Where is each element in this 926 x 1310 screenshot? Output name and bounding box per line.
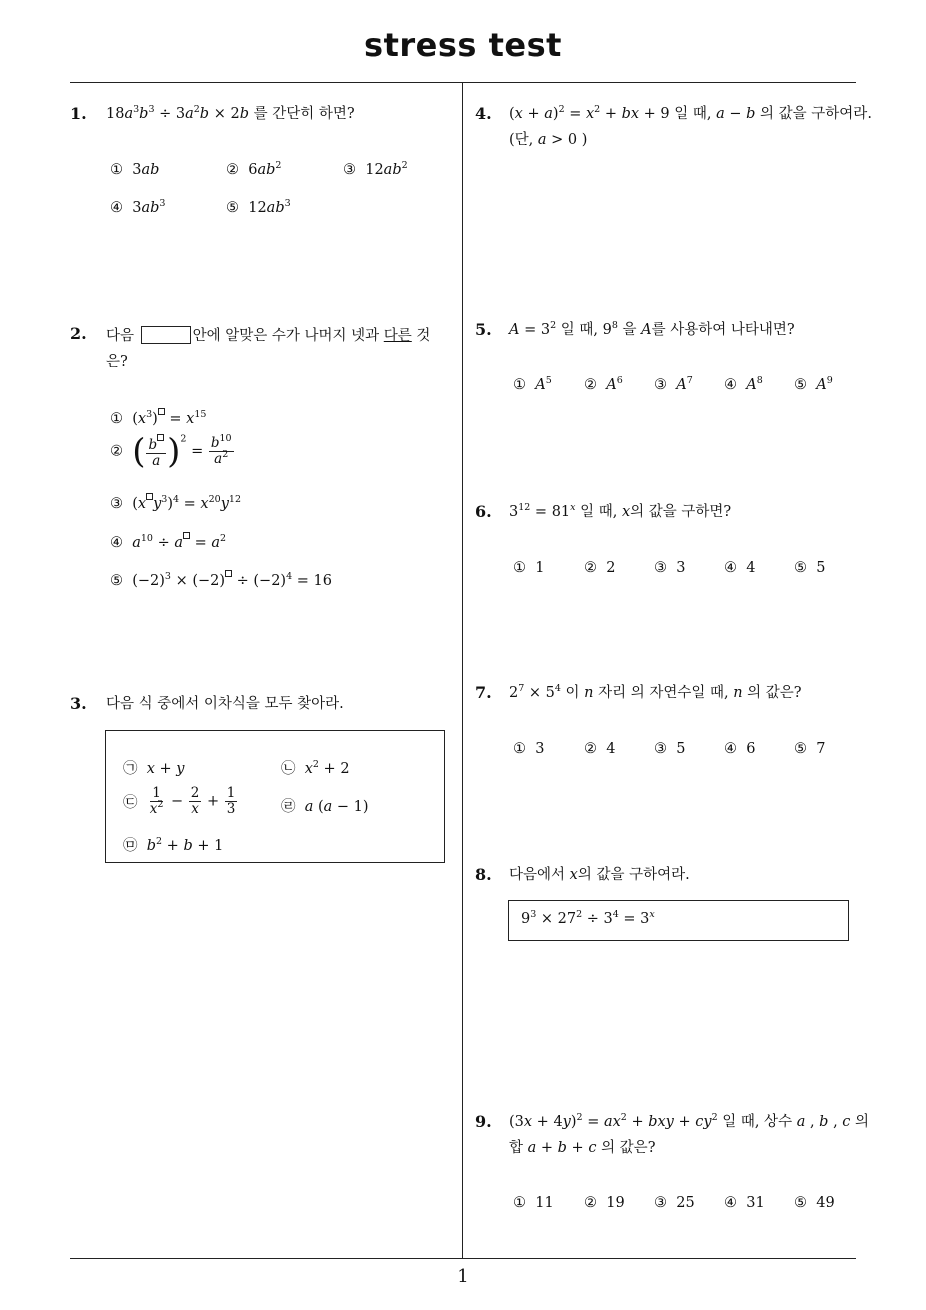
underlined-word: 다른: [383, 328, 412, 344]
choice-value: 31: [746, 1195, 765, 1211]
choice-4[interactable]: [724, 741, 755, 757]
choice-2[interactable]: ② ( $\frac{b}{a}$ )$^2$ = $\frac{b^{10}}{a^2}$: [110, 431, 232, 472]
choice-value: 4: [746, 560, 756, 576]
question-text-label: 것: [416, 328, 431, 344]
choice-value: 1: [535, 560, 545, 576]
choice-marker: ④: [724, 377, 737, 393]
question-text: $A = 3^2$ 일 때, $9^8$ 을 A를 사용하여 나타내면?: [509, 320, 795, 338]
choice-marker: ②: [110, 443, 123, 460]
choice-3[interactable]: [654, 741, 685, 757]
choice-5[interactable]: [794, 741, 825, 757]
choice-4[interactable]: ④ $3ab^3$: [110, 198, 166, 216]
expression-item-2: ㉡ $x^2 + 2$: [281, 759, 350, 777]
question-number: 4.: [475, 104, 492, 123]
expression-marker: ㉣: [281, 799, 296, 815]
question-text-label: 의 값을 구하면?: [630, 504, 732, 520]
choice-marker: ⑤: [794, 741, 807, 757]
choice-value: 2: [606, 560, 616, 576]
question-number: 1.: [70, 104, 87, 123]
expression-marker: ㉠: [123, 761, 138, 777]
question-text-label: 자리 의 자연수일 때,: [598, 685, 729, 701]
question-text: $(3x + 4y)^2 = ax^2$ + bxy + $cy^2$ 일 때, 상수 a , b , c 의 합 a + b + c 의 값은?: [509, 1112, 870, 1156]
footer-rule: [70, 1258, 856, 1259]
choice-4[interactable]: [724, 560, 755, 576]
choice-value: 3: [535, 741, 545, 757]
question-text-label: 합: [509, 1140, 524, 1156]
choice-marker: ③: [110, 496, 123, 512]
choice-3[interactable]: [654, 1195, 695, 1211]
question-number: 7.: [475, 683, 492, 702]
choice-1[interactable]: ① $(x^3) = x^{15}$: [110, 409, 207, 427]
column-divider: [462, 82, 463, 1258]
choice-3[interactable]: ③ (x $y^3)^4 = x^{20}y^{12}$: [110, 494, 241, 512]
math-expression: $(x + a)^2 = x^2$ + bx + 9: [509, 104, 670, 122]
choice-marker: ⑤: [110, 573, 123, 589]
question-text-label: 다음에서: [509, 867, 566, 883]
choice-4[interactable]: ④ $a^{10} \div a = a^2$: [110, 533, 227, 551]
choice-value: 6: [746, 741, 756, 757]
choice-marker: ④: [724, 560, 737, 576]
question-text-label: 은?: [106, 354, 128, 370]
header-rule: [70, 82, 856, 83]
choice-marker: ③: [654, 377, 667, 393]
question-text: 다음 식 중에서 이차식을 모두 찾아라.: [106, 696, 344, 712]
question-text-label: 의 값을 구하여라.: [577, 867, 690, 883]
choice-2[interactable]: ② $A^6$: [584, 375, 623, 393]
question-number: 9.: [475, 1112, 492, 1131]
choice-5[interactable]: [794, 1195, 835, 1211]
choice-marker: ③: [654, 1195, 667, 1211]
choice-marker: ②: [226, 162, 239, 178]
choice-marker: ③: [654, 560, 667, 576]
expression-marker: ㉡: [281, 761, 296, 777]
choice-1[interactable]: [513, 1195, 554, 1211]
question-text-label: 다음: [106, 328, 135, 344]
choice-marker: ⑤: [794, 1195, 807, 1211]
question-text: $2^7 \times 5^4$ 이 n 자리 의 자연수일 때, n 의 값은?: [509, 683, 802, 701]
choice-marker: ①: [513, 377, 526, 393]
choice-3[interactable]: ③ $12ab^2$: [343, 160, 408, 178]
choice-marker: ③: [654, 741, 667, 757]
choice-value: 7: [816, 741, 826, 757]
choice-value: 25: [676, 1195, 695, 1211]
expression-item-5: ㉤ $b^2 + b + 1$: [123, 836, 224, 854]
question-text-label: 의 값은?: [747, 685, 802, 701]
choice-5[interactable]: ⑤ $12ab^3$: [226, 198, 291, 216]
choice-4[interactable]: [724, 1195, 765, 1211]
question-text-label: 을: [622, 322, 637, 338]
choice-marker: ④: [110, 200, 123, 216]
choice-1[interactable]: [513, 741, 544, 757]
question-text-label: 이: [565, 685, 580, 701]
choice-marker: ④: [724, 741, 737, 757]
choice-5[interactable]: ⑤ $(-2)^3 \times (-2) \div (-2)^4 = 16$: [110, 571, 332, 589]
choice-marker: ③: [343, 162, 356, 178]
question-text-label: 를 간단히 하면?: [253, 106, 355, 122]
answer-blank-box: [141, 326, 191, 344]
condition-text: (단,: [509, 132, 534, 148]
choice-4[interactable]: ④ $A^8$: [724, 375, 763, 393]
choice-marker: ①: [513, 560, 526, 576]
choice-5[interactable]: [794, 560, 825, 576]
choice-marker: ⑤: [794, 377, 807, 393]
question-text-label: 일 때,: [580, 504, 618, 520]
choice-3[interactable]: [654, 560, 685, 576]
choice-value: 3: [676, 560, 686, 576]
expression-item-4: ㉣ a (a − 1): [281, 799, 369, 815]
question-text: [106, 323, 456, 375]
question-text-label: 의: [855, 1114, 870, 1130]
page-number: 1: [457, 1266, 469, 1287]
expression-marker: ㉢: [123, 795, 138, 811]
question-number: 2.: [70, 324, 87, 343]
choice-marker: ⑤: [794, 560, 807, 576]
page-title: stress test: [364, 26, 562, 64]
choice-3[interactable]: ③ $A^7$: [654, 375, 693, 393]
choice-value: 5: [676, 741, 686, 757]
choice-1[interactable]: ① 3ab: [110, 162, 160, 178]
question-text-label: 안에 알맞은 수가 나머지 넷과: [192, 328, 380, 344]
choice-marker: ②: [584, 377, 597, 393]
choice-value: 5: [816, 560, 826, 576]
choice-2[interactable]: [584, 1195, 625, 1211]
question-text: 다음에서 x의 값을 구하여라.: [509, 867, 690, 883]
choice-value: 4: [606, 741, 616, 757]
choice-marker: ①: [110, 411, 123, 427]
question-text-label: 를 사용하여 나타내면?: [651, 322, 795, 338]
choice-2[interactable]: ② $6ab^2$: [226, 160, 282, 178]
question-text-label: 일 때,: [674, 106, 712, 122]
choice-marker: ①: [513, 741, 526, 757]
choice-2[interactable]: [584, 741, 615, 757]
question-text-label: 일 때,: [560, 322, 598, 338]
question-text: [106, 101, 355, 127]
choice-marker: ①: [513, 1195, 526, 1211]
math-expression: $18a^3b^3 \div 3a^2b \times 2b$: [106, 104, 249, 122]
choice-marker: ②: [584, 741, 597, 757]
question-text-label: 의 값은?: [601, 1140, 656, 1156]
expression-item-1: ㉠ x + y: [123, 761, 185, 777]
equation: $9^3 \times 27^2 \div 3^4 = 3^x$: [521, 909, 655, 927]
choice-2[interactable]: [584, 560, 615, 576]
choice-1[interactable]: [513, 560, 544, 576]
choice-marker: ⑤: [226, 200, 239, 216]
choice-value: 19: [606, 1195, 625, 1211]
question-text-label: 일 때, 상수: [722, 1114, 793, 1130]
question-number: 6.: [475, 502, 492, 521]
expression-marker: ㉤: [123, 838, 138, 854]
choice-marker: ②: [584, 1195, 597, 1211]
choice-1[interactable]: ① $A^5$: [513, 375, 552, 393]
expression-item-3: ㉢ $\frac{1}{x^2}$ − $\frac{2}{x}$ + $\frac{1}{3}$: [123, 785, 236, 817]
question-number: 8.: [475, 865, 492, 884]
choice-marker: ①: [110, 162, 123, 178]
choice-value: 11: [535, 1195, 554, 1211]
question-number: 5.: [475, 320, 492, 339]
question-number: 3.: [70, 694, 87, 713]
condition-text: ): [581, 132, 588, 148]
question-text-label: 의 값을 구하여라.: [760, 106, 872, 122]
choice-5[interactable]: ⑤ $A^9$: [794, 375, 833, 393]
choice-value: 49: [816, 1195, 835, 1211]
question-text: $3^{12} = 81^x$ 일 때, x의 값을 구하면?: [509, 502, 732, 520]
question-text: $(x + a)^2 = x^2$ + bx + 9 일 때, a − b 의 값을 구하여라. (단, a > 0 ): [509, 104, 872, 148]
choice-marker: ④: [724, 1195, 737, 1211]
choice-marker: ②: [584, 560, 597, 576]
choice-marker: ④: [110, 535, 123, 551]
